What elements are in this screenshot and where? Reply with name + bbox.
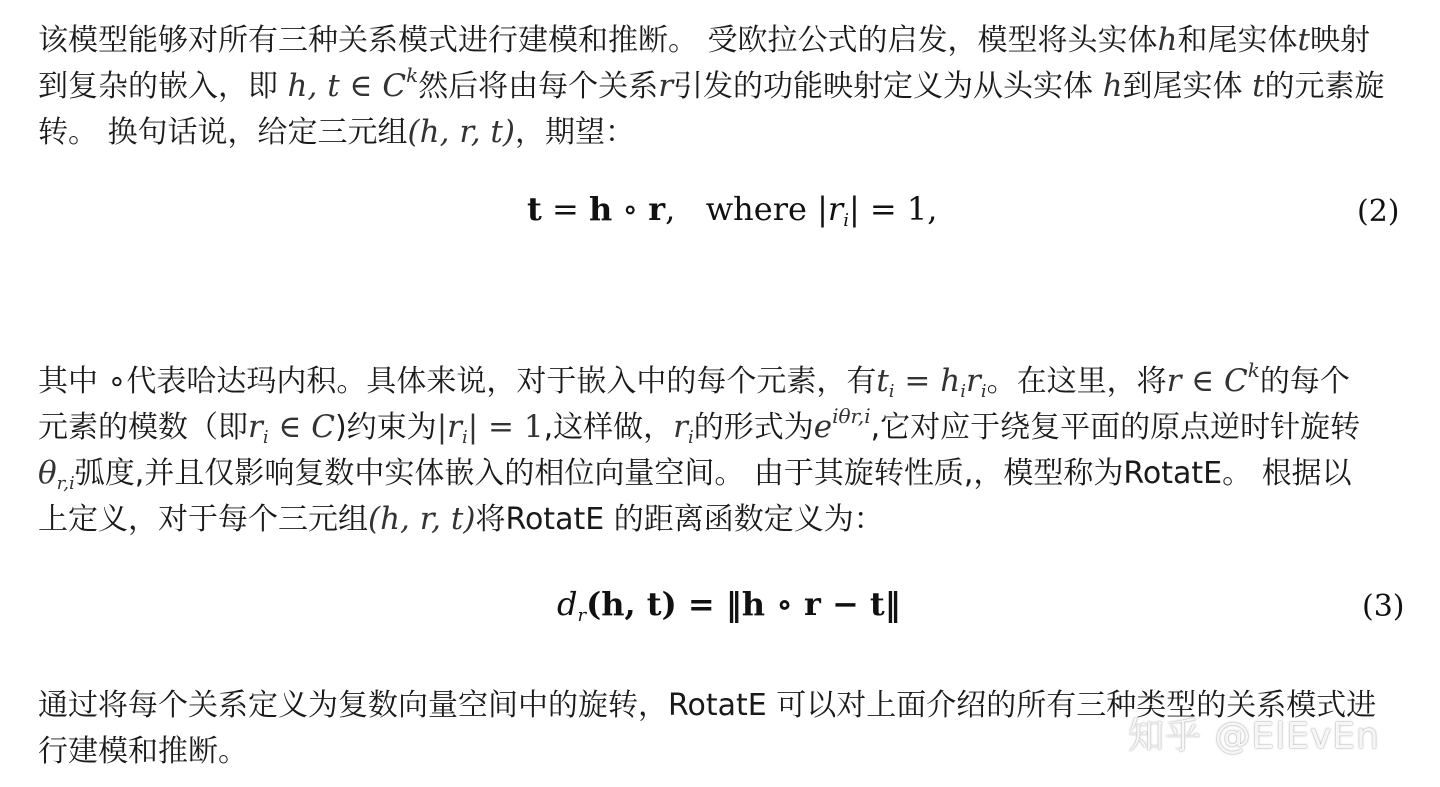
math-abs-end: | = 1 bbox=[467, 409, 544, 445]
paragraph-conclusion bbox=[38, 683, 1376, 775]
text: 引发的功能映射定义为从头实体 bbox=[673, 69, 1103, 104]
math-h: h bbox=[1102, 68, 1123, 104]
math-eq: = bbox=[541, 190, 589, 228]
math-rest: | = 1, bbox=[848, 190, 938, 228]
text: 上定义，对于每个三元组 bbox=[38, 502, 368, 537]
line: 行建模和推断。 bbox=[38, 734, 248, 769]
text: 到尾实体 bbox=[1122, 69, 1253, 104]
text: ，期望： bbox=[515, 115, 635, 150]
line bbox=[38, 358, 1360, 404]
math-hi: h bbox=[940, 363, 961, 399]
text: 的元素旋 bbox=[1264, 69, 1385, 104]
math-sub: i bbox=[960, 381, 966, 402]
math-triple: (h, r, t) bbox=[407, 114, 515, 150]
text: 该模型能够对所有三种关系模式进行建模和推断。 受欧拉公式的启发，模型将头实体 bbox=[38, 23, 1158, 58]
math-d: d bbox=[557, 585, 578, 623]
text: 然后将由每个关系 bbox=[418, 69, 659, 104]
math-exp: iθr,i bbox=[832, 404, 871, 428]
math-h-bold: h bbox=[588, 190, 613, 228]
text: 映射 bbox=[1309, 23, 1370, 58]
math-t: t bbox=[1252, 68, 1265, 104]
line bbox=[38, 450, 1360, 496]
line: 通过将每个关系定义为复数向量空间中的旋转，RotatE 可以对上面介绍的所有三种类型的关系模式进 bbox=[38, 688, 1377, 723]
math-eq: = bbox=[894, 363, 941, 399]
text: ,这样做， bbox=[543, 410, 674, 445]
math-sub: i bbox=[687, 427, 694, 448]
equation-number-2: (2) bbox=[1357, 194, 1400, 229]
text: 的形式为 bbox=[693, 410, 814, 445]
text: 的每个 bbox=[1259, 364, 1350, 399]
text: 元素的模数（即 bbox=[38, 410, 248, 445]
text: )约束为 bbox=[334, 410, 437, 445]
math-ti: t bbox=[876, 363, 889, 399]
math-t-bold: t bbox=[527, 190, 542, 228]
math-sub: r bbox=[577, 605, 587, 626]
math-circ: ∘ bbox=[612, 190, 649, 228]
text: 。在这里，将 bbox=[986, 364, 1167, 399]
math-comma: , bbox=[665, 190, 676, 228]
math-triple: (h, r, t) bbox=[368, 501, 476, 537]
math-theta: θ bbox=[38, 455, 57, 491]
text: 到复杂的嵌入，即 bbox=[38, 69, 288, 104]
math-sup: k bbox=[1247, 358, 1260, 382]
line bbox=[38, 63, 1385, 109]
math-sub: r,i bbox=[56, 473, 75, 494]
math-ri: r bbox=[673, 409, 688, 445]
line bbox=[38, 17, 1385, 63]
math-in-c: ∈ C bbox=[268, 409, 335, 445]
math-ri: r bbox=[965, 363, 981, 399]
line bbox=[38, 496, 1360, 542]
math-h: h bbox=[1157, 22, 1178, 58]
math-r-in-c: r ∈ C bbox=[1166, 363, 1248, 399]
math-sub: i bbox=[461, 427, 468, 448]
equation-number-3: (3) bbox=[1362, 589, 1405, 624]
text: 将RotatE 的距离函数定义为： bbox=[475, 502, 884, 537]
math-sub: i bbox=[888, 381, 895, 402]
math-sub: i bbox=[262, 427, 269, 448]
math-t: t bbox=[1297, 22, 1310, 58]
math-sup: k bbox=[406, 63, 419, 87]
text: ,它对应于绕复平面的原点逆时针旋转 bbox=[870, 410, 1361, 445]
math-ri: r bbox=[248, 409, 263, 445]
text: 弧度,并且仅影响复数中实体嵌入的相位向量空间。 由于其旋转性质,，模型称为RotatE。 根据以 bbox=[74, 456, 1352, 491]
math-sub: i bbox=[980, 381, 987, 402]
math-where: where | bbox=[675, 190, 828, 228]
math-e: e bbox=[813, 409, 833, 445]
text: 转。 换句话说，给定三元组 bbox=[38, 115, 408, 150]
math-ri: r bbox=[827, 190, 844, 228]
text: 其中 ∘代表哈达玛内积。具体来说，对于嵌入中的每个元素，有 bbox=[38, 364, 877, 399]
math-r: r bbox=[658, 68, 674, 104]
math-r-bold: r bbox=[648, 190, 666, 228]
paragraph-hadamard bbox=[38, 358, 1360, 542]
math-sub: i bbox=[843, 210, 849, 231]
line bbox=[38, 404, 1360, 450]
math-ht-in-c: h, t ∈ C bbox=[287, 68, 407, 104]
paragraph-intro bbox=[38, 17, 1385, 155]
watermark: 知乎 @ElEvEn bbox=[1128, 716, 1380, 757]
equation-2 bbox=[527, 190, 938, 231]
math-abs: |r bbox=[436, 409, 462, 445]
line bbox=[38, 109, 1385, 155]
math-distance: (h, t) = ‖h ∘ r − t‖ bbox=[586, 585, 901, 623]
equation-3 bbox=[557, 585, 901, 626]
text: 和尾实体 bbox=[1177, 23, 1298, 58]
